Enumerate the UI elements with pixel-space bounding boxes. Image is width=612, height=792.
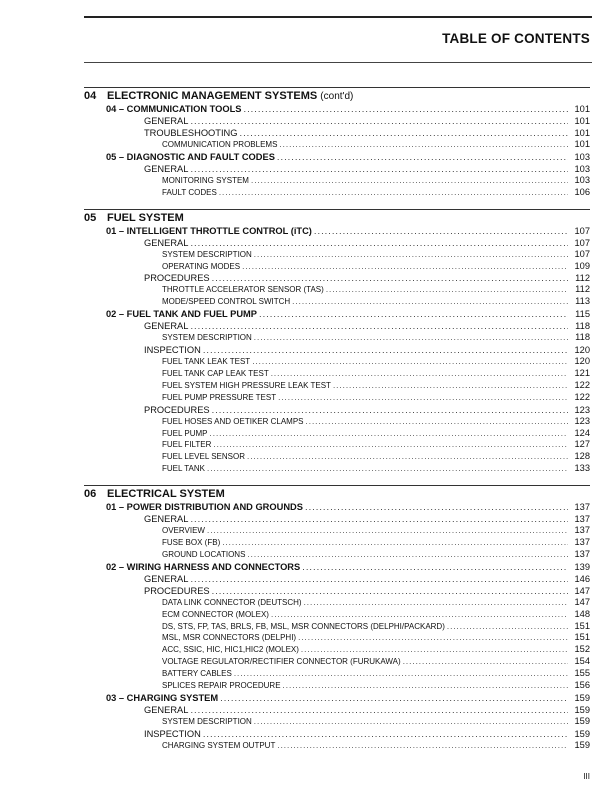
- entry-label: GENERAL: [144, 514, 189, 525]
- entry-page-number: 146: [574, 573, 590, 584]
- toc-entry[interactable]: [84, 740, 590, 752]
- toc-entry[interactable]: [84, 680, 590, 692]
- entry-label: 02 – WIRING HARNESS AND CONNECTORS: [106, 561, 301, 572]
- entry-page-number: 103: [574, 174, 590, 185]
- entry-page-number: 137: [574, 525, 590, 536]
- entry-label: FUEL PUMP PRESSURE TEST: [162, 392, 277, 402]
- dot-leader: [219, 187, 568, 199]
- toc-entry[interactable]: [84, 249, 590, 261]
- entry-page-number: 159: [574, 728, 590, 739]
- toc-entry[interactable]: [84, 175, 590, 187]
- dot-leader: [207, 463, 568, 475]
- toc-entry[interactable]: [84, 380, 590, 392]
- entry-page-number: 113: [575, 296, 590, 307]
- toc-section-04: [84, 87, 590, 199]
- toc-entry[interactable]: [84, 332, 590, 344]
- entry-page-number: 109: [574, 260, 590, 271]
- section-title: FUEL SYSTEM: [107, 211, 184, 224]
- entry-label: OPERATING MODES: [162, 261, 241, 271]
- dot-leader: [222, 537, 568, 549]
- dot-leader: [190, 704, 568, 716]
- entry-page-number: 124: [574, 427, 590, 438]
- dot-leader: [247, 549, 568, 561]
- entry-label: GENERAL: [144, 704, 189, 715]
- toc-entry[interactable]: [84, 404, 590, 416]
- entry-label: DATA LINK CONNECTOR (DEUTSCH): [162, 597, 302, 607]
- entry-label: MODE/SPEED CONTROL SWITCH: [162, 297, 291, 307]
- dot-leader: [298, 632, 568, 644]
- entry-page-number: 147: [574, 585, 590, 596]
- dot-leader: [301, 644, 568, 656]
- toc-entry[interactable]: [84, 728, 590, 740]
- section-number: 05: [84, 211, 97, 224]
- entry-label: 04 – COMMUNICATION TOOLS: [106, 104, 242, 114]
- entry-page-number: 107: [574, 237, 590, 248]
- toc-entry[interactable]: [84, 573, 590, 585]
- entry-label: FUEL TANK: [162, 464, 205, 474]
- entry-label: INSPECTION: [144, 345, 201, 356]
- dot-leader: [333, 380, 568, 392]
- toc-entry[interactable]: [84, 356, 590, 368]
- dot-leader: [207, 525, 568, 537]
- entry-label: BATTERY CABLES: [162, 669, 232, 679]
- entry-label: GENERAL: [144, 573, 189, 584]
- dot-leader: [277, 740, 568, 752]
- table-of-contents: [84, 87, 590, 762]
- dot-leader: [212, 404, 568, 416]
- entry-label: MSL, MSR CONNECTORS (DELPHI): [162, 633, 297, 643]
- entry-label: INSPECTION: [144, 728, 201, 739]
- dot-leader: [304, 597, 568, 609]
- entry-page-number: 120: [574, 345, 590, 356]
- dot-leader: [271, 609, 568, 621]
- toc-entry[interactable]: [84, 237, 590, 249]
- section-number: 06: [84, 488, 97, 501]
- entry-label: 03 – CHARGING SYSTEM: [106, 692, 219, 703]
- dot-leader: [212, 585, 568, 597]
- entry-label: SYSTEM DESCRIPTION: [162, 333, 252, 343]
- dot-leader: [279, 139, 568, 151]
- entry-page-number: 120: [574, 356, 590, 367]
- entry-label: 02 – FUEL TANK AND FUEL PUMP: [106, 309, 258, 320]
- toc-entry[interactable]: [84, 163, 590, 175]
- entry-page-number: 159: [574, 739, 590, 750]
- entry-label: FUEL PUMP: [162, 428, 208, 438]
- entry-page-number: 123: [574, 415, 590, 426]
- entry-page-number: 137: [574, 537, 590, 548]
- entry-page-number: 156: [574, 680, 590, 691]
- entry-label: ACC, SSIC, HIC, HIC1,HIC2 (MOLEX): [162, 645, 299, 655]
- entry-label: THROTTLE ACCELERATOR SENSOR (TAS): [162, 285, 324, 295]
- dot-leader: [240, 127, 569, 139]
- entry-label: FUEL SYSTEM HIGH PRESSURE LEAK TEST: [162, 380, 331, 390]
- section-heading: [84, 209, 590, 225]
- top-rule: [84, 16, 592, 18]
- toc-entry[interactable]: [84, 668, 590, 680]
- page-title: TABLE OF CONTENTS: [442, 31, 590, 46]
- toc-entry[interactable]: [84, 272, 590, 284]
- entry-label: DS, STS, FP, TAS, BRLS, FB, MSL, MSR CONNECTORS (DELPHI/PACKARD): [162, 621, 445, 631]
- toc-entry[interactable]: [84, 296, 590, 308]
- entry-page-number: 152: [574, 644, 590, 655]
- dot-leader: [305, 501, 568, 513]
- entry-label: GENERAL: [144, 116, 189, 126]
- entry-page-number: 147: [574, 596, 590, 607]
- entry-label: 05 – DIAGNOSTIC AND FAULT CODES: [106, 151, 275, 162]
- entry-page-number: 139: [574, 561, 590, 572]
- dot-leader: [251, 175, 568, 187]
- toc-entry[interactable]: [84, 308, 590, 320]
- entry-label: FUEL FILTER: [162, 440, 212, 450]
- dot-leader: [292, 296, 568, 308]
- entry-page-number: 107: [574, 248, 590, 259]
- entry-label: 01 – POWER DISTRIBUTION AND GROUNDS: [106, 502, 303, 513]
- entry-page-number: 155: [574, 668, 590, 679]
- entry-page-number: 103: [574, 151, 590, 162]
- toc-entry[interactable]: [84, 692, 590, 704]
- entry-label: SPLICES REPAIR PROCEDURE: [162, 681, 281, 691]
- dot-leader: [252, 356, 568, 368]
- toc-section-06: [84, 485, 590, 752]
- entry-page-number: 112: [575, 284, 590, 295]
- entry-page-number: 118: [575, 321, 590, 332]
- dot-leader: [283, 680, 568, 692]
- toc-entry[interactable]: [84, 115, 590, 127]
- entry-page-number: 137: [574, 514, 590, 525]
- entry-label: GROUND LOCATIONS: [162, 549, 246, 559]
- dot-leader: [259, 308, 568, 320]
- toc-entry[interactable]: [84, 451, 590, 463]
- toc-entry[interactable]: [84, 463, 590, 475]
- dot-leader: [302, 561, 568, 573]
- entry-page-number: 106: [574, 186, 590, 197]
- entry-page-number: 133: [574, 463, 590, 474]
- section-title: ELECTRICAL SYSTEM: [107, 488, 225, 501]
- toc-entry[interactable]: [84, 644, 590, 656]
- entry-page-number: 159: [574, 692, 590, 703]
- page-number: III: [583, 772, 590, 781]
- toc-entry[interactable]: [84, 392, 590, 404]
- toc-section-05: [84, 209, 590, 475]
- toc-entry[interactable]: [84, 428, 590, 440]
- entry-page-number: 127: [574, 439, 590, 450]
- entry-page-number: 101: [574, 116, 590, 126]
- entry-label: SYSTEM DESCRIPTION: [162, 716, 252, 726]
- toc-entry[interactable]: [84, 621, 590, 633]
- entry-label: OVERVIEW: [162, 526, 205, 536]
- toc-entry[interactable]: [84, 416, 590, 428]
- entry-page-number: 137: [574, 502, 590, 513]
- entry-page-number: 123: [574, 404, 590, 415]
- dot-leader: [254, 332, 568, 344]
- section-continued-note: (cont'd): [320, 91, 354, 102]
- dot-leader: [210, 428, 569, 440]
- dot-leader: [254, 716, 568, 728]
- entry-page-number: 112: [575, 273, 590, 284]
- entry-label: 01 – INTELLIGENT THROTTLE CONTROL (iTC): [106, 225, 312, 236]
- toc-entry[interactable]: [84, 139, 590, 151]
- toc-entry[interactable]: [84, 225, 590, 237]
- toc-entry[interactable]: [84, 320, 590, 332]
- entry-label: PROCEDURES: [144, 404, 210, 415]
- toc-entry[interactable]: [84, 284, 590, 296]
- dot-leader: [254, 249, 568, 261]
- dot-leader: [447, 621, 568, 633]
- entry-label: GENERAL: [144, 163, 189, 174]
- toc-entry[interactable]: [84, 525, 590, 537]
- entry-page-number: 148: [574, 608, 590, 619]
- section-number: 04: [84, 90, 97, 102]
- dot-leader: [242, 261, 568, 273]
- entry-label: TROUBLESHOOTING: [144, 128, 238, 138]
- dot-leader: [244, 103, 568, 115]
- toc-entry[interactable]: [84, 609, 590, 621]
- section-heading: [84, 87, 590, 103]
- entry-label: FUEL LEVEL SENSOR: [162, 452, 245, 462]
- entry-page-number: 159: [574, 704, 590, 715]
- entry-label: CHARGING SYSTEM OUTPUT: [162, 740, 276, 750]
- entry-label: FUEL TANK LEAK TEST: [162, 357, 251, 367]
- dot-leader: [234, 668, 568, 680]
- entry-label: PROCEDURES: [144, 273, 210, 284]
- toc-entry[interactable]: [84, 597, 590, 609]
- entry-label: FAULT CODES: [162, 187, 217, 197]
- entry-page-number: 122: [574, 391, 590, 402]
- dot-leader: [203, 344, 568, 356]
- toc-entry[interactable]: [84, 704, 590, 716]
- dot-leader: [213, 439, 568, 451]
- entry-label: FUSE BOX (FB): [162, 538, 221, 548]
- toc-entry[interactable]: [84, 344, 590, 356]
- toc-entry[interactable]: [84, 501, 590, 513]
- dot-leader: [306, 416, 568, 428]
- entry-page-number: 151: [574, 620, 590, 631]
- entry-label: GENERAL: [144, 237, 189, 248]
- entry-label: FUEL HOSES AND OETIKER CLAMPS: [162, 416, 304, 426]
- entry-page-number: 115: [575, 309, 590, 320]
- entry-page-number: 122: [574, 379, 590, 390]
- toc-entry[interactable]: [84, 716, 590, 728]
- toc-entry[interactable]: [84, 549, 590, 561]
- entry-page-number: 151: [574, 632, 590, 643]
- toc-entry[interactable]: [84, 656, 590, 668]
- dot-leader: [212, 272, 568, 284]
- section-title: ELECTRONIC MANAGEMENT SYSTEMS: [107, 90, 318, 102]
- title-rule: [84, 62, 592, 63]
- toc-entry[interactable]: [84, 513, 590, 525]
- dot-leader: [190, 163, 568, 175]
- dot-leader: [326, 284, 568, 296]
- entry-page-number: 107: [574, 225, 590, 236]
- entry-page-number: 101: [574, 128, 590, 138]
- dot-leader: [220, 692, 568, 704]
- entry-label: ECM CONNECTOR (MOLEX): [162, 609, 269, 619]
- toc-entry[interactable]: [84, 151, 590, 163]
- entry-label: PROCEDURES: [144, 585, 210, 596]
- entry-page-number: 101: [574, 104, 590, 114]
- entry-label: FUEL TANK CAP LEAK TEST: [162, 369, 269, 379]
- entry-page-number: 121: [574, 368, 590, 379]
- section-heading: [84, 485, 590, 501]
- dot-leader: [190, 320, 568, 332]
- toc-entry[interactable]: [84, 127, 590, 139]
- dot-leader: [403, 656, 568, 668]
- dot-leader: [190, 513, 568, 525]
- entry-page-number: 128: [574, 451, 590, 462]
- dot-leader: [278, 392, 568, 404]
- dot-leader: [190, 237, 568, 249]
- entry-label: SYSTEM DESCRIPTION: [162, 249, 252, 259]
- dot-leader: [190, 573, 568, 585]
- toc-entry[interactable]: [84, 187, 590, 199]
- entry-page-number: 103: [574, 163, 590, 174]
- dot-leader: [190, 115, 568, 127]
- entry-page-number: 118: [575, 332, 590, 343]
- toc-entry[interactable]: [84, 103, 590, 115]
- toc-entry[interactable]: [84, 561, 590, 573]
- entry-page-number: 101: [574, 139, 590, 149]
- toc-entry[interactable]: [84, 632, 590, 644]
- entry-page-number: 159: [574, 715, 590, 726]
- toc-entry[interactable]: [84, 585, 590, 597]
- entry-page-number: 154: [574, 656, 590, 667]
- entry-label: GENERAL: [144, 321, 189, 332]
- entry-page-number: 137: [574, 548, 590, 559]
- dot-leader: [314, 225, 568, 237]
- toc-entry[interactable]: [84, 261, 590, 273]
- dot-leader: [271, 368, 568, 380]
- dot-leader: [203, 728, 568, 740]
- toc-entry[interactable]: [84, 537, 590, 549]
- dot-leader: [247, 451, 568, 463]
- toc-entry[interactable]: [84, 368, 590, 380]
- entry-label: COMMUNICATION PROBLEMS: [162, 140, 278, 149]
- entry-label: VOLTAGE REGULATOR/RECTIFIER CONNECTOR (FURUKAWA): [162, 657, 401, 667]
- entry-label: MONITORING SYSTEM: [162, 175, 249, 185]
- dot-leader: [277, 151, 568, 163]
- toc-entry[interactable]: [84, 439, 590, 451]
